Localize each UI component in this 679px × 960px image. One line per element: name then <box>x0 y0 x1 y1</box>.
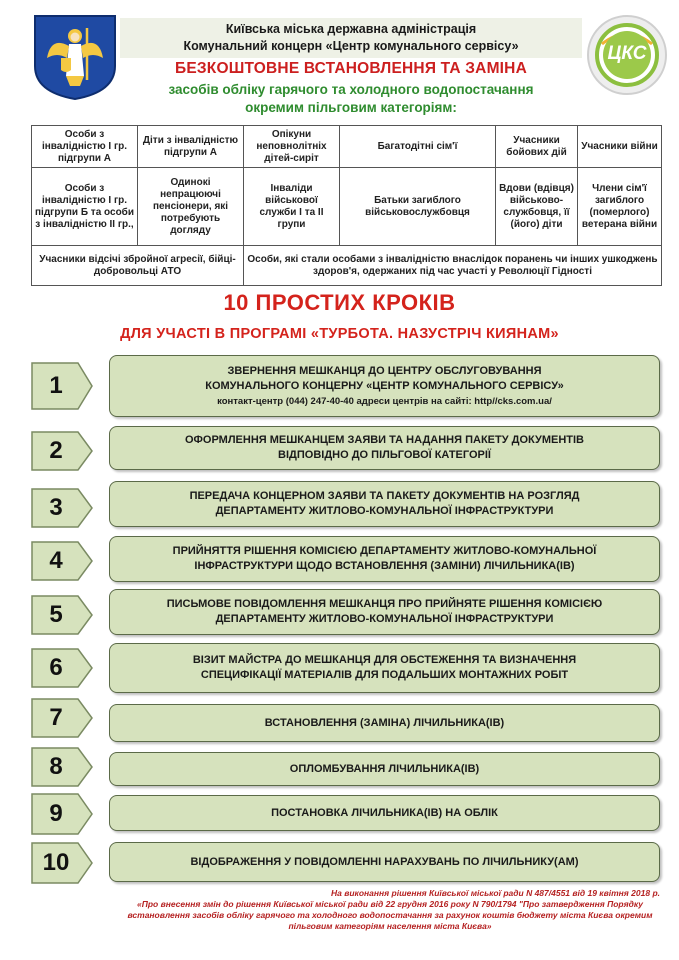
table-cell: Інваліди військової служби I та II групи <box>244 168 340 246</box>
steps-title: 10 ПРОСТИХ КРОКІВ <box>223 290 456 315</box>
step-text-line2: ІНФРАСТРУКТУРИ ЩОДО ВСТАНОВЛЕННЯ (ЗАМІНИ) ЛІЧИЛЬНИКА(ІВ) <box>194 560 575 572</box>
step-box <box>109 426 660 470</box>
beneficiary-categories-table <box>31 125 662 286</box>
step-text-line2: ДЕПАРТАМЕНТУ ЖИТЛОВО-КОМУНАЛЬНОЇ ІНФРАСТРУКТУРИ <box>215 505 554 517</box>
step-text-line1: ПРИЙНЯТТЯ РІШЕННЯ КОМІСІЄЮ ДЕПАРТАМЕНТУ ЖИТЛОВО-КОМУНАЛЬНОЇ <box>172 545 597 557</box>
org-name-line2: Комунальний концерн «Центр комунального сервісу» <box>183 39 519 53</box>
step-number: 4 <box>49 547 63 574</box>
step-box <box>109 355 660 417</box>
table-cell: Учасники бойових дій <box>496 126 578 168</box>
step-text-line1: ПИСЬМОВЕ ПОВІДОМЛЕННЯ МЕШКАНЦЯ ПРО ПРИЙНЯТЕ РІШЕННЯ КОМІСІЄЮ <box>166 598 603 610</box>
step-box <box>109 795 660 831</box>
table-cell: Опікуни неповнолітніх дітей-сиріт <box>244 126 340 168</box>
table-row <box>32 246 662 286</box>
step-text-line1: ОФОРМЛЕННЯ МЕШКАНЦЕМ ЗАЯВИ ТА НАДАННЯ ПАКЕТУ ДОКУМЕНТІВ <box>184 434 584 446</box>
subtitle <box>110 81 592 117</box>
cks-logo <box>586 14 668 96</box>
step-text-line2: ВІДПОВІДНО ДО ПІЛЬГОВОЇ КАТЕГОРІЇ <box>278 449 491 461</box>
table-cell: Особи з інвалідністю I гр. підгрупи А <box>32 126 138 168</box>
step-number-badge <box>31 698 93 738</box>
step-box <box>109 643 660 693</box>
step-box <box>109 536 660 582</box>
step-text-line2: СПЕЦИФІКАЦІЇ МАТЕРІАЛІВ ДЛЯ ПОДАЛЬШИХ МОНТАЖНИХ РОБІТ <box>200 669 569 681</box>
step-number: 8 <box>49 753 63 780</box>
organization-header <box>120 18 582 58</box>
step-number-badge <box>31 541 93 581</box>
subtitle-line1: засобів обліку гарячого та холодного водопостачання <box>168 82 534 97</box>
org-name-line1: Київська міська державна адміністрація <box>225 22 477 36</box>
step-text-line1: ОПЛОМБУВАННЯ ЛІЧИЛЬНИКА(ІВ) <box>289 762 480 775</box>
table-cell: Діти з інвалідністю підгрупи А <box>138 126 244 168</box>
step-text-line2: КОМУНАЛЬНОГО КОНЦЕРНУ «ЦЕНТР КОМУНАЛЬНОГО СЕРВІСУ» <box>205 379 564 392</box>
step-number: 6 <box>49 654 63 681</box>
step-number-badge <box>31 595 93 635</box>
step-number-badge <box>31 431 93 471</box>
step-number-badge <box>31 793 93 835</box>
table-row <box>32 168 662 246</box>
step-number-badge <box>31 488 93 528</box>
step-number: 1 <box>49 372 63 399</box>
step-text-line1: ПЕРЕДАЧА КОНЦЕРНОМ ЗАЯВИ ТА ПАКЕТУ ДОКУМЕНТІВ НА РОЗГЛЯД <box>189 490 580 502</box>
step-number: 2 <box>49 437 63 464</box>
kyiv-coat-of-arms <box>33 14 117 100</box>
table-cell: Особи, які стали особами з інвалідністю внаслідок поранень чи інших ушкоджень здоров'я, одержаних під час участі у Революції Гідності <box>244 246 662 286</box>
steps-subtitle: ДЛЯ УЧАСТІ В ПРОГРАМІ «ТУРБОТА. НАЗУСТРІЧ КИЯНАМ» <box>120 326 559 342</box>
step-number-badge <box>31 362 93 410</box>
table-cell: Одинокі непрацюючі пенсіонери, які потребують догляду <box>138 168 244 246</box>
step-box <box>109 481 660 527</box>
table-cell: Особи з інвалідністю I гр. підгрупи Б та особи з інвалідністю II гр., <box>32 168 138 246</box>
step-box <box>109 752 660 786</box>
cks-logo-text: ЦКС <box>607 43 647 64</box>
step-text-line1: ПОСТАНОВКА ЛІЧИЛЬНИКА(ІВ) НА ОБЛІК <box>271 806 498 819</box>
table-cell: Члени сім'ї загиблого (померлого) ветерана війни <box>578 168 662 246</box>
main-title: БЕЗКОШТОВНЕ ВСТАНОВЛЕННЯ ТА ЗАМІНА <box>175 60 527 77</box>
step-number: 10 <box>42 849 70 876</box>
table-cell: Батьки загиблого військовослужбовця <box>340 168 496 246</box>
subtitle-line2: окремим пільговим категоріям: <box>245 100 457 115</box>
step-number: 5 <box>49 601 63 628</box>
step-box <box>109 704 660 742</box>
step-number-badge <box>31 648 93 688</box>
step-contact-line: контакт-центр (044) 247-40-40 адреси центрів на сайті: http//cks.com.ua/ <box>217 395 552 407</box>
table-cell: Учасники війни <box>578 126 662 168</box>
step-number: 3 <box>49 494 63 521</box>
step-text-line2: ДЕПАРТАМЕНТУ ЖИТЛОВО-КОМУНАЛЬНОЇ ІНФРАСТРУКТУРИ <box>215 613 554 625</box>
step-box <box>109 589 660 635</box>
table-cell: Багатодітні сім'ї <box>340 126 496 168</box>
step-number-badge <box>31 747 93 787</box>
table-cell: Вдови (вдівця) військово-службовця, її (його) діти <box>496 168 578 246</box>
step-text-line1: ВІЗИТ МАЙСТРА ДО МЕШКАНЦЯ ДЛЯ ОБСТЕЖЕННЯ ТА ВИЗНАЧЕННЯ <box>192 654 577 666</box>
table-row <box>32 126 662 168</box>
step-text-line1: ВІДОБРАЖЕННЯ У ПОВІДОМЛЕННІ НАРАХУВАНЬ ПО ЛІЧИЛЬНИКУ(АМ) <box>190 855 579 868</box>
step-number: 7 <box>49 704 63 731</box>
footnote-line2: «Про внесення змін до рішення Київської міської ради від 22 грудня 2016 року N 790/1794 "Про затвердження Порядку встановлення засобів обліку гарячого та холодного водопостачання за рахунок коштів бюджету міста Києва окремим пільговим категоріям населення міста Києва» <box>127 899 653 931</box>
step-text-line1: ВСТАНОВЛЕННЯ (ЗАМІНА) ЛІЧИЛЬНИКА(ІВ) <box>264 716 505 729</box>
table-cell: Учасники відсічі збройної агресії, бійці-добровольці АТО <box>32 246 244 286</box>
footnote-line1: На виконання рішення Київської міської ради N 487/4551 від 19 квітня 2018 р. <box>330 888 660 898</box>
step-number: 9 <box>49 800 63 827</box>
step-box <box>109 842 660 882</box>
legal-footnote <box>120 888 660 932</box>
step-number-badge <box>31 842 93 884</box>
step-text-line1: ЗВЕРНЕННЯ МЕШКАНЦЯ ДО ЦЕНТРУ ОБСЛУГОВУВАННЯ <box>227 364 542 377</box>
